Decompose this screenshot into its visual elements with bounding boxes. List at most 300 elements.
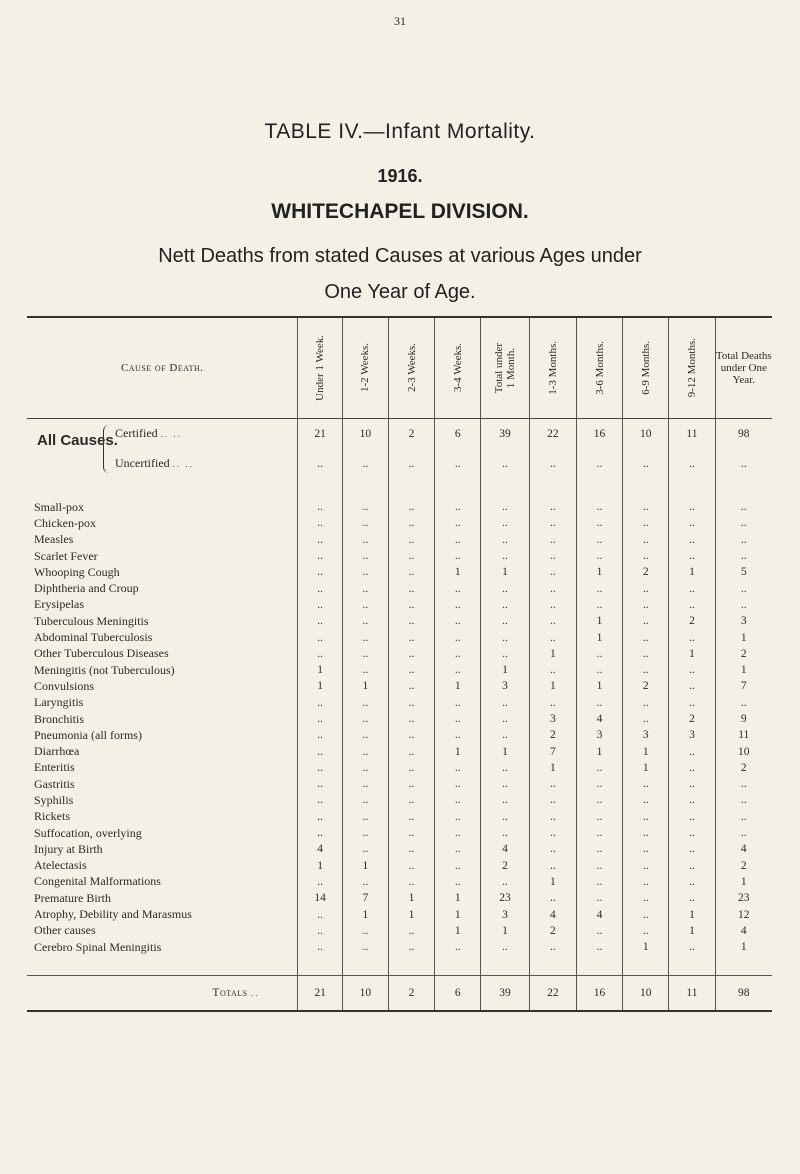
value-cell: .. xyxy=(388,515,434,531)
value-cell: .. xyxy=(669,841,715,857)
value-cell: .. xyxy=(298,760,342,776)
value-cell: .. xyxy=(623,841,669,857)
value-cell: .. xyxy=(529,629,576,645)
cause-label: Suffocation, overlying xyxy=(27,825,298,841)
value-cell: 1 xyxy=(435,743,481,759)
value-cell: 1 xyxy=(529,874,576,890)
value-cell: 4 xyxy=(576,711,622,727)
table-row xyxy=(27,939,772,955)
value-cell: .. xyxy=(388,564,434,580)
value-cell: .. xyxy=(435,825,481,841)
value-cell: .. xyxy=(342,809,388,825)
value-cell: .. xyxy=(576,515,622,531)
value-cell: .. xyxy=(342,613,388,629)
value-cell: 4 xyxy=(576,906,622,922)
value-cell: .. xyxy=(435,613,481,629)
value-cell: .. xyxy=(623,662,669,678)
value-cell: 1 xyxy=(435,678,481,694)
table-row xyxy=(27,825,772,841)
value-cell: .. xyxy=(669,792,715,808)
value-cell: 1 xyxy=(576,678,622,694)
value-cell: .. xyxy=(298,711,342,727)
value-cell: .. xyxy=(298,449,342,479)
value-cell: 14 xyxy=(298,890,342,906)
value-cell: .. xyxy=(435,841,481,857)
value-cell: .. xyxy=(481,711,529,727)
value-cell: 1 xyxy=(669,646,715,662)
certified-label: Certified .. .. xyxy=(115,426,182,440)
value-cell: .. xyxy=(623,580,669,596)
table-row xyxy=(27,564,772,580)
col-header xyxy=(576,317,622,419)
separator-row xyxy=(27,479,772,499)
value-cell: .. xyxy=(298,515,342,531)
value-cell: .. xyxy=(435,532,481,548)
cause-label: Atrophy, Debility and Marasmus xyxy=(27,906,298,922)
table-row xyxy=(27,515,772,531)
header-row xyxy=(27,317,772,419)
value-cell: 1 xyxy=(481,923,529,939)
table-row xyxy=(27,532,772,548)
value-cell: .. xyxy=(481,548,529,564)
value-cell: .. xyxy=(576,809,622,825)
value-cell: .. xyxy=(298,548,342,564)
value-cell: .. xyxy=(669,548,715,564)
value-cell: .. xyxy=(576,825,622,841)
value-cell: 1 xyxy=(342,858,388,874)
value-cell: .. xyxy=(435,858,481,874)
total-cell: 4 xyxy=(740,843,747,856)
value-cell: .. xyxy=(298,727,342,743)
value-cell: 1 xyxy=(298,678,342,694)
value-cell: 1 xyxy=(298,662,342,678)
value-cell: .. xyxy=(576,597,622,613)
value-cell: .. xyxy=(388,532,434,548)
value-cell: .. xyxy=(623,874,669,890)
value-cell: .. xyxy=(435,499,481,515)
total-value-cell: 10 xyxy=(342,976,388,1012)
value-cell: .. xyxy=(576,890,622,906)
total-value-cell: 39 xyxy=(481,976,529,1012)
value-cell: .. xyxy=(576,499,622,515)
value-cell: .. xyxy=(342,923,388,939)
table-title: TABLE IV.—Infant Mortality. xyxy=(264,120,536,143)
value-cell: .. xyxy=(481,727,529,743)
value-cell: 1 xyxy=(435,564,481,580)
year-heading: 1916. xyxy=(377,166,423,186)
value-cell: 21 xyxy=(298,419,342,450)
value-cell: .. xyxy=(669,939,715,955)
total-cell: 2 xyxy=(740,647,747,660)
value-cell: .. xyxy=(481,646,529,662)
value-cell: .. xyxy=(388,923,434,939)
value-cell: 1 xyxy=(576,743,622,759)
value-cell: .. xyxy=(481,499,529,515)
value-cell: 1 xyxy=(623,939,669,955)
value-cell: 2 xyxy=(481,858,529,874)
value-cell: .. xyxy=(669,743,715,759)
cause-label: Convulsions xyxy=(27,678,298,694)
total-cell: 5 xyxy=(740,566,747,579)
value-cell: 1 xyxy=(669,923,715,939)
value-cell: .. xyxy=(669,662,715,678)
table-row xyxy=(27,841,772,857)
value-cell: .. xyxy=(669,499,715,515)
value-cell: .. xyxy=(669,825,715,841)
total-cell: .. xyxy=(740,598,747,611)
infant-mortality-table xyxy=(27,316,772,1012)
value-cell: .. xyxy=(623,923,669,939)
value-cell: .. xyxy=(388,499,434,515)
value-cell: .. xyxy=(623,776,669,792)
value-cell: .. xyxy=(481,629,529,645)
value-cell: 1 xyxy=(529,646,576,662)
table-row xyxy=(27,760,772,776)
value-cell: .. xyxy=(529,890,576,906)
value-cell: .. xyxy=(481,760,529,776)
value-cell: .. xyxy=(623,906,669,922)
cause-label: Abdominal Tuberculosis xyxy=(27,629,298,645)
value-cell: .. xyxy=(342,939,388,955)
total-cell: .. xyxy=(740,517,747,530)
cause-label: Enteritis xyxy=(27,760,298,776)
value-cell: .. xyxy=(576,532,622,548)
value-cell: .. xyxy=(529,532,576,548)
separator-row xyxy=(27,955,772,976)
value-cell: 10 xyxy=(342,419,388,450)
value-cell: .. xyxy=(669,776,715,792)
value-cell: .. xyxy=(576,858,622,874)
value-cell: .. xyxy=(342,646,388,662)
value-cell: .. xyxy=(669,678,715,694)
cause-label: Atelectasis xyxy=(27,858,298,874)
total-cell: 7 xyxy=(740,680,747,693)
total-cell: 1 xyxy=(740,875,747,888)
total-cell: .. xyxy=(740,582,747,595)
subtitle-line-1: Nett Deaths from stated Causes at various Ages under xyxy=(158,245,642,267)
value-cell: .. xyxy=(388,727,434,743)
value-cell: .. xyxy=(623,809,669,825)
value-cell: .. xyxy=(298,874,342,890)
value-cell: .. xyxy=(342,711,388,727)
page-number: 31 xyxy=(394,14,406,28)
cause-header: Cause of Death. xyxy=(27,317,298,419)
value-cell: .. xyxy=(342,792,388,808)
value-cell: 3 xyxy=(481,906,529,922)
value-cell: .. xyxy=(388,580,434,596)
total-cell: .. xyxy=(740,501,747,514)
value-cell: .. xyxy=(529,809,576,825)
value-cell: .. xyxy=(576,580,622,596)
value-cell: 39 xyxy=(481,419,529,450)
value-cell: .. xyxy=(388,629,434,645)
value-cell: .. xyxy=(669,580,715,596)
value-cell: .. xyxy=(388,646,434,662)
col-header xyxy=(342,317,388,419)
value-cell: 1 xyxy=(576,613,622,629)
table-row xyxy=(27,890,772,906)
value-cell: .. xyxy=(669,449,715,479)
col-header xyxy=(623,317,669,419)
col-header-text: 1-3 Months. xyxy=(546,341,559,395)
value-cell: .. xyxy=(342,548,388,564)
table-row xyxy=(27,613,772,629)
value-cell: .. xyxy=(388,678,434,694)
table-row xyxy=(27,662,772,678)
table-row xyxy=(27,597,772,613)
value-cell: .. xyxy=(669,532,715,548)
value-cell: 1 xyxy=(342,906,388,922)
table-row xyxy=(27,743,772,759)
value-cell: .. xyxy=(435,662,481,678)
total-cell: 1 xyxy=(740,631,747,644)
value-cell: .. xyxy=(669,760,715,776)
value-cell: .. xyxy=(298,695,342,711)
value-cell: .. xyxy=(342,515,388,531)
value-cell: .. xyxy=(298,743,342,759)
value-cell: 2 xyxy=(388,419,434,450)
total-value-cell: 22 xyxy=(529,976,576,1012)
value-cell: .. xyxy=(298,906,342,922)
value-cell: .. xyxy=(669,890,715,906)
value-cell: .. xyxy=(435,515,481,531)
value-cell: .. xyxy=(388,743,434,759)
value-cell: .. xyxy=(529,825,576,841)
value-cell: .. xyxy=(342,564,388,580)
cause-label: Erysipelas xyxy=(27,597,298,613)
table-row xyxy=(27,695,772,711)
total-cell: 2 xyxy=(740,761,747,774)
col-header-text: 6-9 Months. xyxy=(639,341,652,395)
value-cell: 4 xyxy=(298,841,342,857)
value-cell: 3 xyxy=(669,727,715,743)
cause-label: Congenital Malformations xyxy=(27,874,298,890)
col-header-text: Total under 1 Month. xyxy=(493,342,518,394)
col-header-text: 2-3 Weeks. xyxy=(405,343,418,393)
value-cell: .. xyxy=(435,727,481,743)
value-cell: .. xyxy=(669,695,715,711)
value-cell: .. xyxy=(576,841,622,857)
cause-label: Scarlet Fever xyxy=(27,548,298,564)
total-cell: .. xyxy=(740,810,747,823)
value-cell: 1 xyxy=(669,564,715,580)
value-cell: .. xyxy=(481,515,529,531)
value-cell: .. xyxy=(481,792,529,808)
value-cell: .. xyxy=(388,548,434,564)
value-cell: 10 xyxy=(623,419,669,450)
value-cell: .. xyxy=(435,646,481,662)
value-cell: .. xyxy=(623,646,669,662)
cause-label: Pneumonia (all forms) xyxy=(27,727,298,743)
total-cell: 98 xyxy=(738,428,750,440)
value-cell: .. xyxy=(481,613,529,629)
value-cell: .. xyxy=(576,449,622,479)
value-cell: .. xyxy=(342,499,388,515)
cause-label: Other Tuberculous Diseases xyxy=(27,646,298,662)
totals-label: Totals .. xyxy=(27,976,298,1012)
value-cell: .. xyxy=(576,792,622,808)
cause-label: Gastritis xyxy=(27,776,298,792)
value-cell: .. xyxy=(388,792,434,808)
value-cell: .. xyxy=(529,662,576,678)
value-cell: 1 xyxy=(435,923,481,939)
value-cell: 6 xyxy=(435,419,481,450)
value-cell: .. xyxy=(623,825,669,841)
value-cell: .. xyxy=(576,760,622,776)
value-cell: .. xyxy=(342,695,388,711)
value-cell: .. xyxy=(576,939,622,955)
cause-label: Whooping Cough xyxy=(27,564,298,580)
value-cell: .. xyxy=(298,564,342,580)
total-cell: .. xyxy=(740,550,747,563)
value-cell: 2 xyxy=(669,613,715,629)
cause-label: Premature Birth xyxy=(27,890,298,906)
total-cell: 9 xyxy=(740,713,747,725)
total-cell: .. xyxy=(740,827,747,840)
value-cell: .. xyxy=(623,515,669,531)
value-cell: 1 xyxy=(623,760,669,776)
all-causes-certified-row xyxy=(27,419,772,450)
value-cell: 16 xyxy=(576,419,622,450)
cause-label: Measles xyxy=(27,532,298,548)
value-cell: .. xyxy=(529,499,576,515)
col-header-text: 3-6 Months. xyxy=(593,341,606,395)
table-row xyxy=(27,776,772,792)
table-row xyxy=(27,809,772,825)
value-cell: .. xyxy=(388,858,434,874)
cause-label: Injury at Birth xyxy=(27,841,298,857)
total-cell: .. xyxy=(740,458,747,470)
value-cell: .. xyxy=(298,613,342,629)
value-cell: 2 xyxy=(529,727,576,743)
value-cell: .. xyxy=(342,727,388,743)
cause-label: Diarrhœa xyxy=(27,743,298,759)
value-cell: .. xyxy=(388,874,434,890)
table-row xyxy=(27,678,772,694)
value-cell: 2 xyxy=(623,564,669,580)
value-cell: .. xyxy=(623,532,669,548)
value-cell: .. xyxy=(435,597,481,613)
value-cell: .. xyxy=(388,449,434,479)
value-cell: .. xyxy=(669,597,715,613)
value-cell: .. xyxy=(529,564,576,580)
cause-label: Laryngitis xyxy=(27,695,298,711)
total-value-cell: 2 xyxy=(388,976,434,1012)
value-cell: .. xyxy=(298,532,342,548)
value-cell: 2 xyxy=(623,678,669,694)
value-cell: .. xyxy=(342,743,388,759)
value-cell: 1 xyxy=(435,890,481,906)
value-cell: 1 xyxy=(576,629,622,645)
value-cell: .. xyxy=(298,646,342,662)
value-cell: 4 xyxy=(481,841,529,857)
value-cell: .. xyxy=(481,939,529,955)
cause-label: Diphtheria and Croup xyxy=(27,580,298,596)
value-cell: .. xyxy=(481,776,529,792)
value-cell: 3 xyxy=(529,711,576,727)
value-cell: 1 xyxy=(669,906,715,922)
total-cell: .. xyxy=(740,794,747,807)
table-row xyxy=(27,711,772,727)
value-cell: .. xyxy=(388,695,434,711)
table-row xyxy=(27,874,772,890)
total-cell: 11 xyxy=(738,729,750,742)
col-header xyxy=(298,317,342,419)
value-cell: .. xyxy=(342,760,388,776)
value-cell: .. xyxy=(298,923,342,939)
value-cell: .. xyxy=(529,858,576,874)
value-cell: 4 xyxy=(529,906,576,922)
table-row xyxy=(27,580,772,596)
value-cell: .. xyxy=(388,597,434,613)
table-row xyxy=(27,499,772,515)
value-cell: 1 xyxy=(481,743,529,759)
total-header-text: Total Deaths under One Year. xyxy=(715,350,772,386)
cause-label: Cerebro Spinal Meningitis xyxy=(27,939,298,955)
value-cell: .. xyxy=(388,711,434,727)
value-cell: 1 xyxy=(342,678,388,694)
value-cell: 2 xyxy=(529,923,576,939)
value-cell: .. xyxy=(342,776,388,792)
value-cell: .. xyxy=(529,580,576,596)
brace-mark xyxy=(103,425,110,473)
value-cell: 1 xyxy=(435,906,481,922)
value-cell: 11 xyxy=(669,419,715,450)
value-cell: .. xyxy=(481,580,529,596)
cause-label: Tuberculous Meningitis xyxy=(27,613,298,629)
total-value-cell: 16 xyxy=(576,976,622,1012)
value-cell: 3 xyxy=(576,727,622,743)
table-row xyxy=(27,923,772,939)
value-cell: .. xyxy=(298,825,342,841)
value-cell: .. xyxy=(435,629,481,645)
value-cell: .. xyxy=(481,532,529,548)
total-value-cell: 10 xyxy=(623,976,669,1012)
table-row xyxy=(27,548,772,564)
value-cell: .. xyxy=(298,629,342,645)
value-cell: .. xyxy=(388,776,434,792)
value-cell: 3 xyxy=(481,678,529,694)
value-cell: .. xyxy=(298,939,342,955)
value-cell: 1 xyxy=(481,662,529,678)
value-cell: .. xyxy=(388,613,434,629)
value-cell: .. xyxy=(298,792,342,808)
value-cell: .. xyxy=(342,532,388,548)
value-cell: .. xyxy=(298,499,342,515)
cause-label: Bronchitis xyxy=(27,711,298,727)
totals-row xyxy=(27,976,772,1012)
value-cell: .. xyxy=(623,597,669,613)
value-cell: 1 xyxy=(529,678,576,694)
value-cell: 3 xyxy=(623,727,669,743)
cause-label: Rickets xyxy=(27,809,298,825)
value-cell: .. xyxy=(435,874,481,890)
value-cell: .. xyxy=(342,449,388,479)
value-cell: .. xyxy=(623,792,669,808)
cause-label: Small-pox xyxy=(27,499,298,515)
total-cell: 4 xyxy=(740,924,747,937)
table-row xyxy=(27,906,772,922)
total-cell: 10 xyxy=(738,745,750,758)
table-row xyxy=(27,858,772,874)
value-cell: .. xyxy=(623,613,669,629)
value-cell: .. xyxy=(435,792,481,808)
value-cell: .. xyxy=(342,580,388,596)
value-cell: .. xyxy=(623,890,669,906)
value-cell: .. xyxy=(298,597,342,613)
table-row xyxy=(27,646,772,662)
value-cell: .. xyxy=(529,792,576,808)
